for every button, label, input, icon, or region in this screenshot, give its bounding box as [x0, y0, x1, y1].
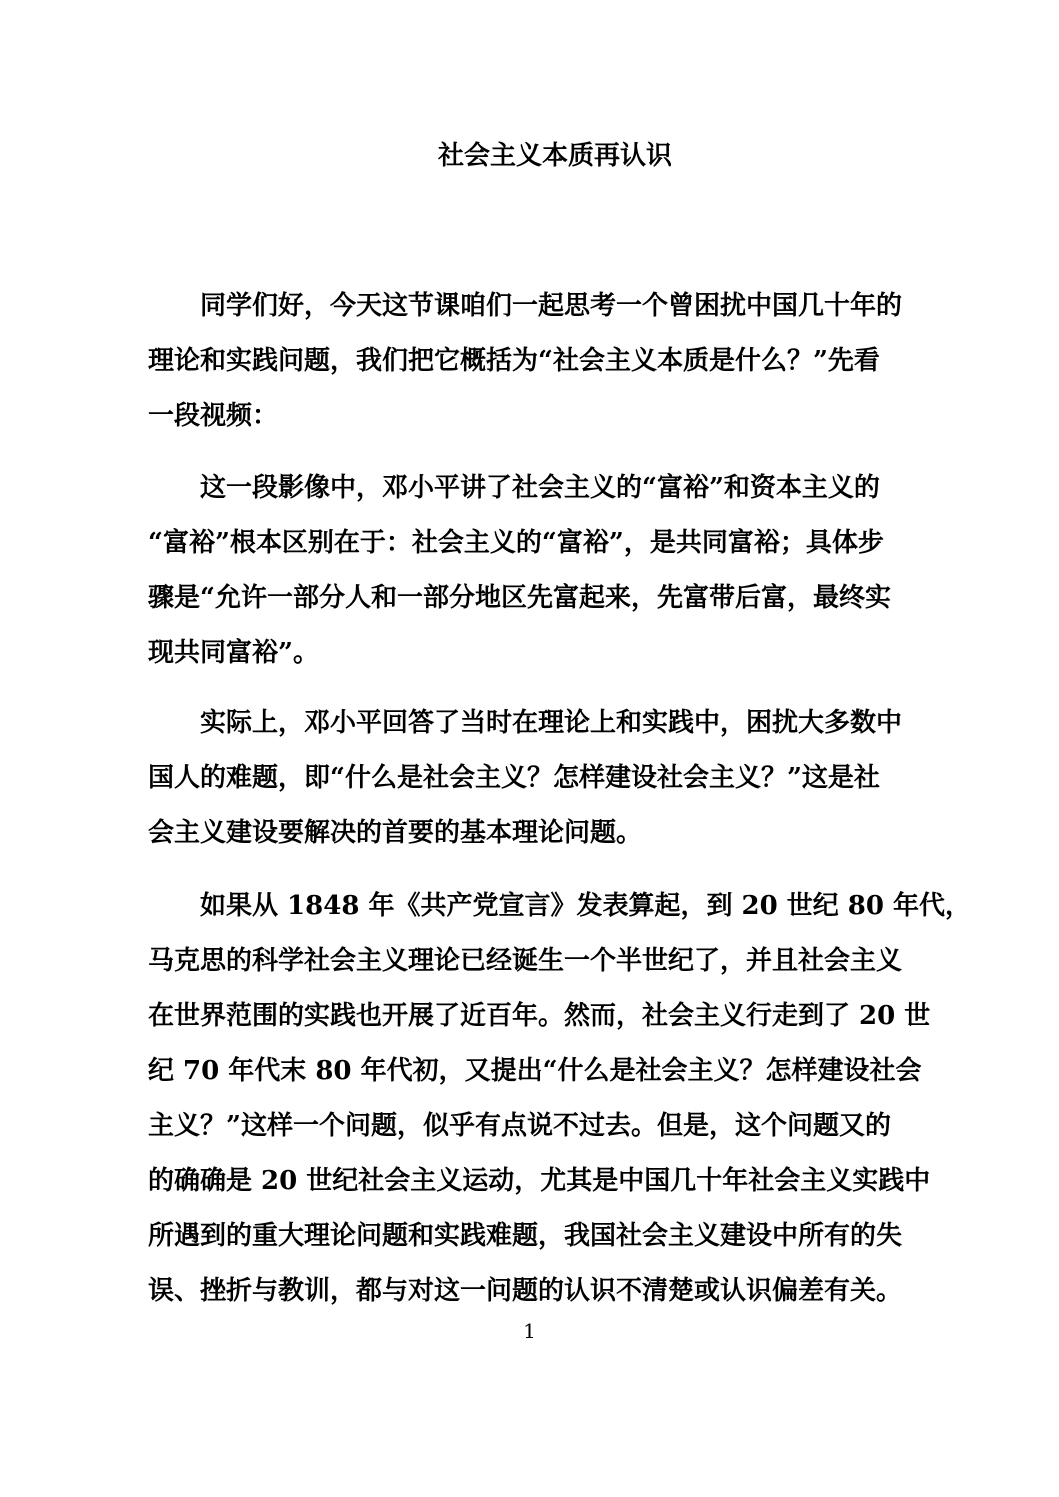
text-line: 现共同富裕”。 — [148, 638, 319, 668]
text-line: 误、挫折与教训，都与对这一问题的认识不清楚或认识偏差有关。 — [148, 1276, 903, 1306]
paragraph-deng-answer — [148, 696, 910, 861]
document-title: 社会主义本质再认识 — [437, 141, 672, 171]
text-line: 主义？”这样一个问题，似乎有点说不过去。但是，这个问题又的 — [148, 1111, 891, 1141]
text-line: 骤是“允许一部分人和一部分地区先富起来，先富带后富，最终实 — [148, 583, 891, 613]
page-number: 1 — [523, 1319, 536, 1343]
text-line: 国人的难题，即“什么是社会主义？怎样建设社会主义？”这是社 — [148, 763, 880, 793]
text-line: 如果从 1848 年《共产党宣言》发表算起，到 20 世纪 80 年代， — [200, 891, 972, 921]
paragraph-intro — [148, 279, 910, 444]
text-line: 实际上，邓小平回答了当时在理论上和实践中，困扰大多数中 — [200, 708, 903, 738]
text-line: 会主义建设要解决的首要的基本理论问题。 — [148, 818, 643, 848]
text-line: “富裕”根本区别在于：社会主义的“富裕”，是共同富裕；具体步 — [148, 528, 884, 558]
text-line: 同学们好，今天这节课咱们一起思考一个曾困扰中国几十年的 — [200, 291, 903, 321]
document-content — [148, 0, 972, 1319]
text-line: 一段视频： — [148, 401, 279, 431]
text-line: 的确确是 20 世纪社会主义运动，尤其是中国几十年社会主义实践中 — [148, 1166, 931, 1196]
text-line: 这一段影像中，邓小平讲了社会主义的“富裕”和资本主义的 — [200, 473, 880, 503]
paragraph-video-summary — [148, 461, 910, 681]
text-line: 理论和实践问题，我们把它概括为“社会主义本质是什么？”先看 — [148, 346, 880, 376]
paragraph-history — [148, 879, 972, 1319]
text-line: 纪 70 年代末 80 年代初，又提出“什么是社会主义？怎样建设社会 — [148, 1056, 922, 1086]
text-line: 在世界范围的实践也开展了近百年。然而，社会主义行走到了 20 世 — [148, 1001, 931, 1031]
text-line: 所遇到的重大理论问题和实践难题，我国社会主义建设中所有的失 — [148, 1221, 903, 1251]
text-line: 马克思的科学社会主义理论已经诞生一个半世纪了，并且社会主义 — [148, 946, 903, 976]
